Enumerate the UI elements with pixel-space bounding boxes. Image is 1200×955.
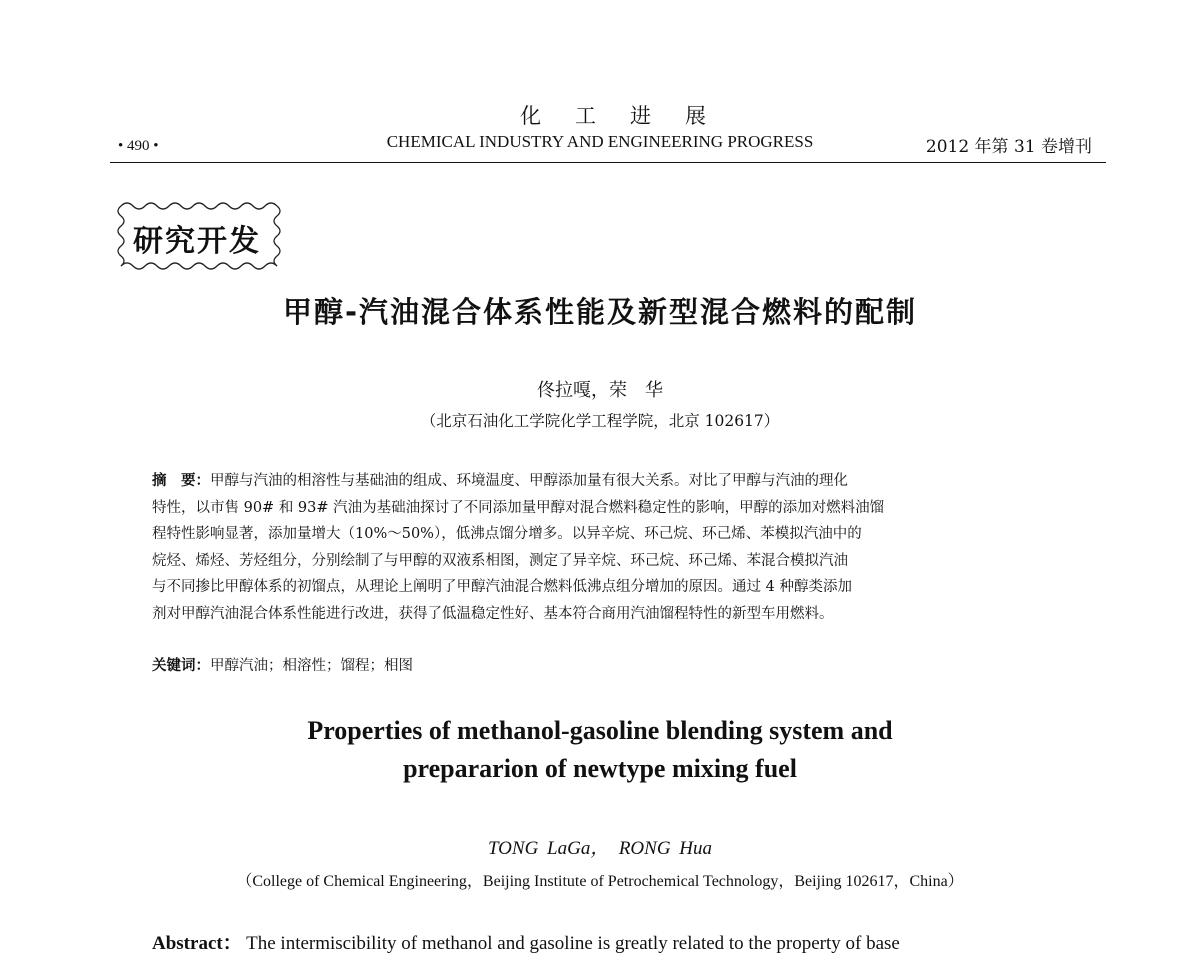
- abstract-en: [152, 928, 1112, 955]
- abstract-cn-line: 程特性影响显著，添加量增大（10%～50%），低沸点馏分增多。以异辛烷、环己烷、环己烯、苯模拟汽油中的: [152, 526, 862, 542]
- article-title-en-line1: Properties of methanol-gasoline blending system and: [307, 716, 893, 745]
- affiliation-en: （College of Chemical Engineering，Beijing Institute of Petrochemical Technology，Beijing 102617，China）: [236, 873, 964, 890]
- keywords-cn: [152, 654, 1067, 675]
- authors-cn: 佟拉嘎，荣 华: [537, 380, 663, 401]
- issue-info: 2012 年第 31 卷增刊: [925, 137, 1092, 157]
- journal-title-en: CHEMICAL INDUSTRY AND ENGINEERING PROGRESS: [386, 132, 814, 151]
- abstract-cn-line: 烷烃、烯烃、芳烃组分，分别绘制了与甲醇的双液系相图，测定了异辛烷、环己烷、环己烯、苯混合模拟汽油: [152, 552, 848, 569]
- affiliation-cn: （北京石油化工学院化学工程学院，北京 102617）: [420, 412, 780, 430]
- abstract-cn-line: 与不同掺比甲醇体系的初馏点，从理论上阐明了甲醇汽油混合燃料低沸点组分增加的原因。通过 4 种醇类添加: [152, 579, 852, 595]
- abstract-cn: [152, 468, 1067, 627]
- journal-title-cn: 化工进展: [520, 104, 740, 128]
- authors-en: TONG LaGa， RONG Hua: [487, 838, 713, 859]
- abstract-cn-line: 特性，以市售 90# 和 93# 汽油为基础油探讨了不同添加量甲醇对混合燃料稳定性的影响，甲醇的添加对燃料油馏: [152, 499, 885, 516]
- abstract-cn-line: 剂对甲醇汽油混合体系性能进行改进，获得了低温稳定性好、基本符合商用汽油馏程特性的新型车用燃料。: [152, 605, 834, 622]
- abstract-cn-text: 甲醇与汽油的相溶性与基础油的组成、环境温度、甲醇添加量有很大关系。对比了甲醇与汽油的理化: [210, 473, 848, 489]
- article-title-cn: 甲醇-汽油混合体系性能及新型混合燃料的配制: [282, 295, 918, 329]
- article-title-en: [0, 712, 1200, 788]
- keywords-label-cn: 关键词：: [152, 658, 210, 674]
- section-label: 研究开发: [133, 224, 261, 259]
- page-number: • 490 •: [118, 138, 159, 154]
- keywords-cn-text: 甲醇汽油；相溶性；馏程；相图: [210, 658, 413, 674]
- section-badge: [113, 196, 283, 274]
- header-divider: [110, 162, 1106, 163]
- abstract-label-cn: 摘 要：: [152, 473, 210, 489]
- abstract-en-text: The intermiscibility of methanol and gasoline is greatly related to the property of base: [246, 933, 900, 954]
- abstract-label-en: Abstract：: [152, 933, 242, 954]
- article-title-en-line2: prepararion of newtype mixing fuel: [403, 754, 797, 783]
- abstract-cn-line: [152, 468, 1067, 495]
